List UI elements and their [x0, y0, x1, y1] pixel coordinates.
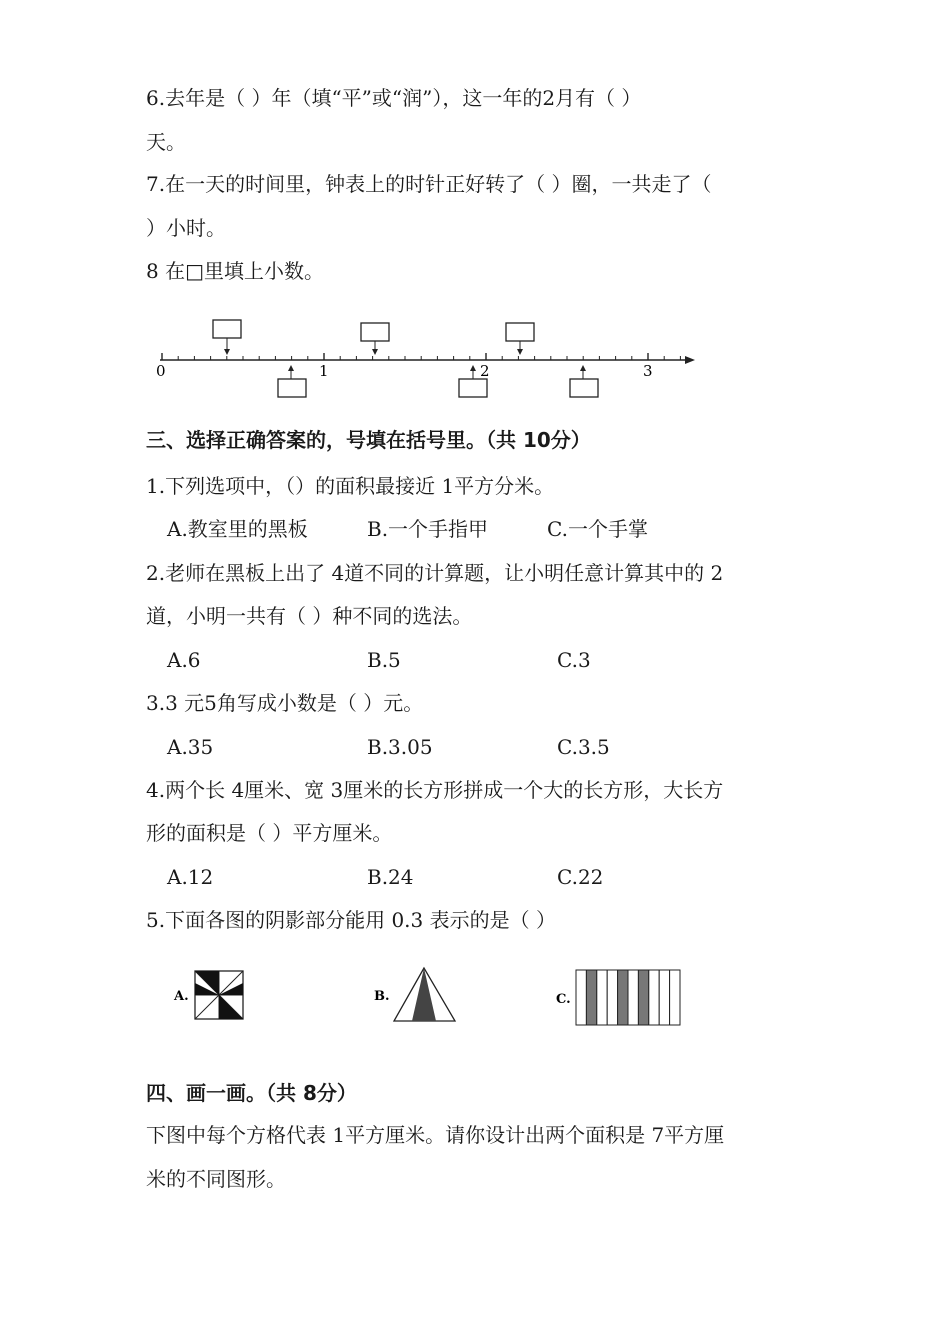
number-line-label-2: 2	[480, 362, 490, 380]
s3-q3-option-c[interactable]: C.3.5	[557, 735, 610, 759]
s3-q3-stem: 3.3 元5角写成小数是（ ）元。	[146, 691, 424, 715]
figure-a[interactable]	[170, 968, 250, 1028]
number-line-label-1: 1	[319, 362, 329, 380]
figure-a-label: A.	[174, 989, 189, 1004]
s3-q3-option-b[interactable]: B.3.05	[367, 735, 433, 759]
blank-strip	[597, 970, 607, 1025]
s3-q4-stem-line1: 4.两个长 4厘米、宽 3厘米的长方形拼成一个大的长方形，大长方	[146, 778, 724, 802]
blank-strip	[576, 970, 586, 1025]
blank-strip	[649, 970, 659, 1025]
q7-line2: ）小时。	[146, 216, 226, 240]
s3-q2-option-b[interactable]: B.5	[367, 648, 401, 672]
section4-title: 四、画一画。（共 8分）	[146, 1081, 357, 1105]
blank-strip	[659, 970, 669, 1025]
figure-b-label: B.	[374, 989, 390, 1004]
q8-line1: 8 在□里填上小数。	[146, 259, 324, 283]
blank-strip	[628, 970, 638, 1025]
section3-title: 三、选择正确答案的，号填在括号里。（共 10分）	[146, 428, 591, 452]
s3-q4-option-a[interactable]: A.12	[167, 865, 214, 889]
number-line-label-3: 3	[643, 362, 653, 380]
s3-q1-option-a[interactable]: A.教室里的黑板	[167, 517, 308, 541]
q6-line1: 6.去年是（ ）年（填“平”或“润”），这一年的2月有（ ）	[146, 86, 642, 110]
answer-box-below-1[interactable]	[278, 365, 306, 397]
s3-q2-option-a[interactable]: A.6	[167, 648, 201, 672]
q6-line2: 天。	[146, 130, 186, 154]
s3-q4-option-b[interactable]: B.24	[367, 865, 414, 889]
figure-c-label: C.	[556, 992, 571, 1007]
shaded-strip	[618, 970, 628, 1025]
answer-box-above-3[interactable]	[506, 323, 534, 355]
s3-q1-stem: 1.下列选项中，（）的面积最接近 1平方分米。	[146, 474, 555, 498]
s3-q1-option-c[interactable]: C.一个手掌	[547, 517, 648, 541]
s3-q5-stem: 5.下面各图的阴影部分能用 0.3 表示的是（ ）	[146, 908, 556, 932]
number-line-axis	[160, 353, 695, 364]
s3-q4-stem-line2: 形的面积是（ ）平方厘米。	[146, 821, 393, 845]
figure-c[interactable]	[554, 968, 684, 1028]
answer-box-above-1[interactable]	[213, 320, 241, 355]
s3-q2-stem-line2: 道，小明一共有（ ）种不同的选法。	[146, 604, 473, 628]
answer-box-below-3[interactable]	[570, 365, 598, 397]
section4-line2: 米的不同图形。	[146, 1167, 286, 1191]
number-line-label-0: 0	[156, 362, 166, 380]
s3-q1-option-b[interactable]: B.一个手指甲	[367, 517, 489, 541]
section4-line1: 下图中每个方格代表 1平方厘米。请你设计出两个面积是 7平方厘	[146, 1123, 725, 1147]
blank-strip	[670, 970, 680, 1025]
blank-strip	[607, 970, 617, 1025]
shaded-strip	[586, 970, 596, 1025]
figure-b[interactable]	[372, 966, 462, 1026]
shaded-strip	[638, 970, 648, 1025]
s3-q2-option-c[interactable]: C.3	[557, 648, 591, 672]
q7-line1: 7.在一天的时间里，钟表上的时针正好转了（ ）圈，一共走了（	[146, 172, 712, 196]
answer-box-above-2[interactable]	[361, 323, 389, 355]
number-line-figure	[150, 315, 700, 405]
s3-q4-option-c[interactable]: C.22	[557, 865, 604, 889]
s3-q3-option-a[interactable]: A.35	[167, 735, 214, 759]
s3-q2-stem-line1: 2.老师在黑板上出了 4道不同的计算题，让小明任意计算其中的 2	[146, 561, 724, 585]
